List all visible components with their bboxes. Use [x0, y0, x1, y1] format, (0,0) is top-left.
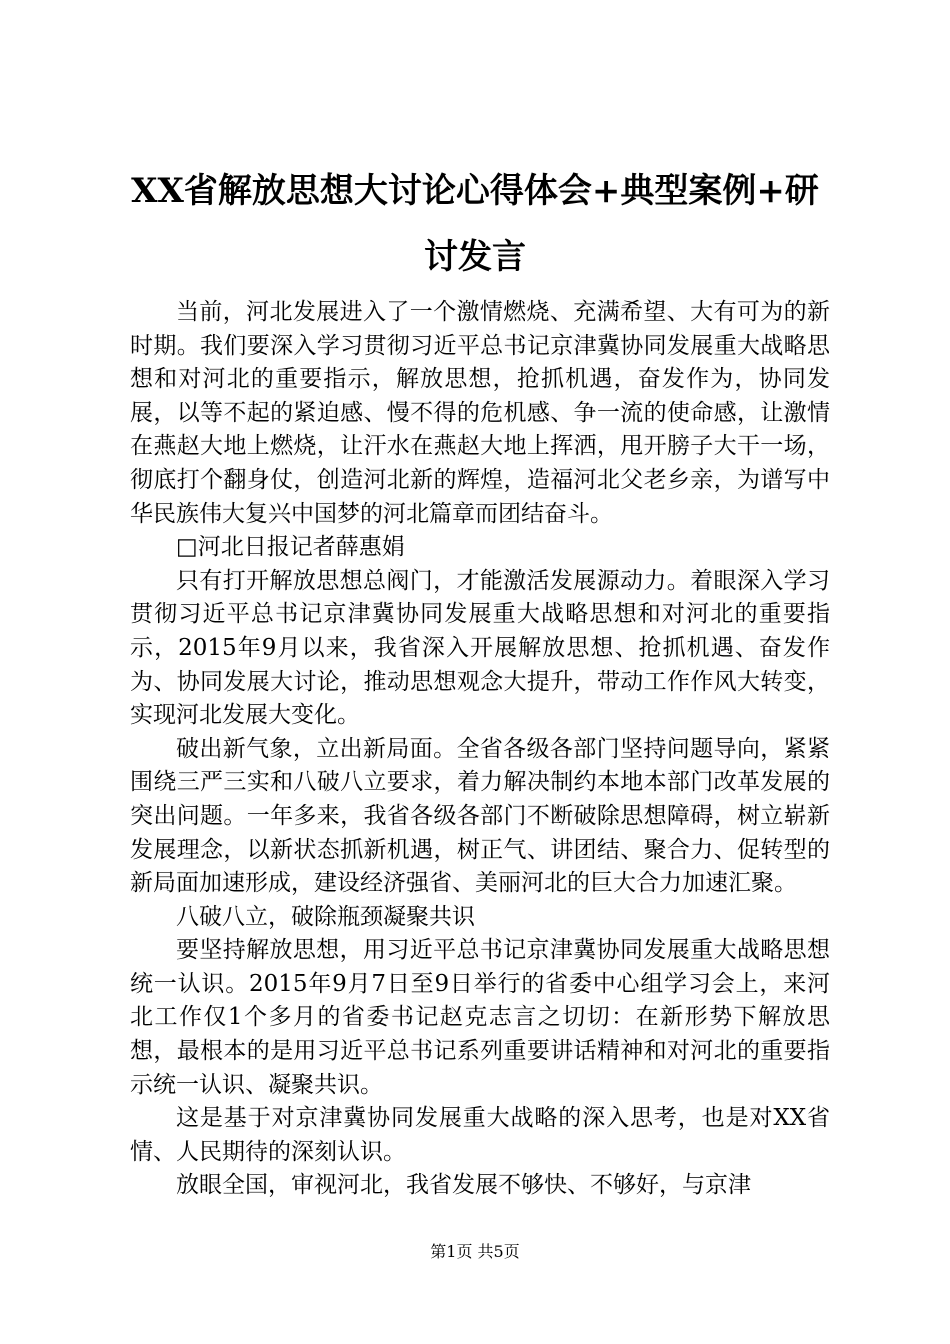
section-heading: 八破八立，破除瓶颈凝聚共识 — [176, 903, 475, 930]
byline: □河北日报记者薛惠娟 — [176, 534, 405, 561]
paragraph: 放眼全国，审视河北，我省发展不够快、不够好，与京津 — [176, 1172, 751, 1199]
paragraph: 要坚持解放思想，用习近平总书记京津冀协同发展重大战略思想统一认识。2015年9月7日至9日举行的省委中心组学习会上，来河北工作仅1个多月的省委书记赵克志言之切切：在新形势下解放思想，最根本的是用习近平总书记系列重要讲话精神和对河北的重要指示统一认识、凝聚共识。 — [130, 937, 830, 1098]
page-number-footer: 第1页 共5页 — [430, 1242, 520, 1261]
document-body — [130, 296, 830, 1203]
document-title: XX省解放思想大讨论心得体会+典型案例+研讨发言 — [131, 171, 819, 277]
paragraph: 只有打开解放思想总阀门，才能激活发展源动力。着眼深入学习贯彻习近平总书记京津冀协同发展重大战略思想和对河北的重要指示，2015年9月以来，我省深入开展解放思想、抢抓机遇、奋发作为、协同发展大讨论，推动思想观念大提升，带动工作作风大转变，实现河北发展大变化。 — [130, 567, 830, 729]
paragraph: 破出新气象，立出新局面。全省各级各部门坚持问题导向，紧紧围绕三严三实和八破八立要求，着力解决制约本地本部门改革发展的突出问题。一年多来，我省各级各部门不断破除思想障碍，树立崭新发展理念，以新状态抓新机遇，树正气、讲团结、聚合力、促转型的新局面加速形成，建设经济强省、美丽河北的巨大合力加速汇聚。 — [130, 735, 830, 897]
paragraph: 当前，河北发展进入了一个激情燃烧、充满希望、大有可为的新时期。我们要深入学习贯彻习近平总书记京津冀协同发展重大战略思想和对河北的重要指示，解放思想，抢抓机遇，奋发作为，协同发展，以等不起的紧迫感、慢不得的危机感、争一流的使命感，让激情在燕赵大地上燃烧，让汗水在燕赵大地上挥洒，甩开膀子大干一场，彻底打个翻身仗，创造河北新的辉煌，造福河北父老乡亲，为谱写中华民族伟大复兴中国梦的河北篇章而团结奋斗。 — [130, 299, 830, 527]
paragraph: 这是基于对京津冀协同发展重大战略的深入思考，也是对XX省情、人民期待的深刻认识。 — [130, 1105, 830, 1165]
